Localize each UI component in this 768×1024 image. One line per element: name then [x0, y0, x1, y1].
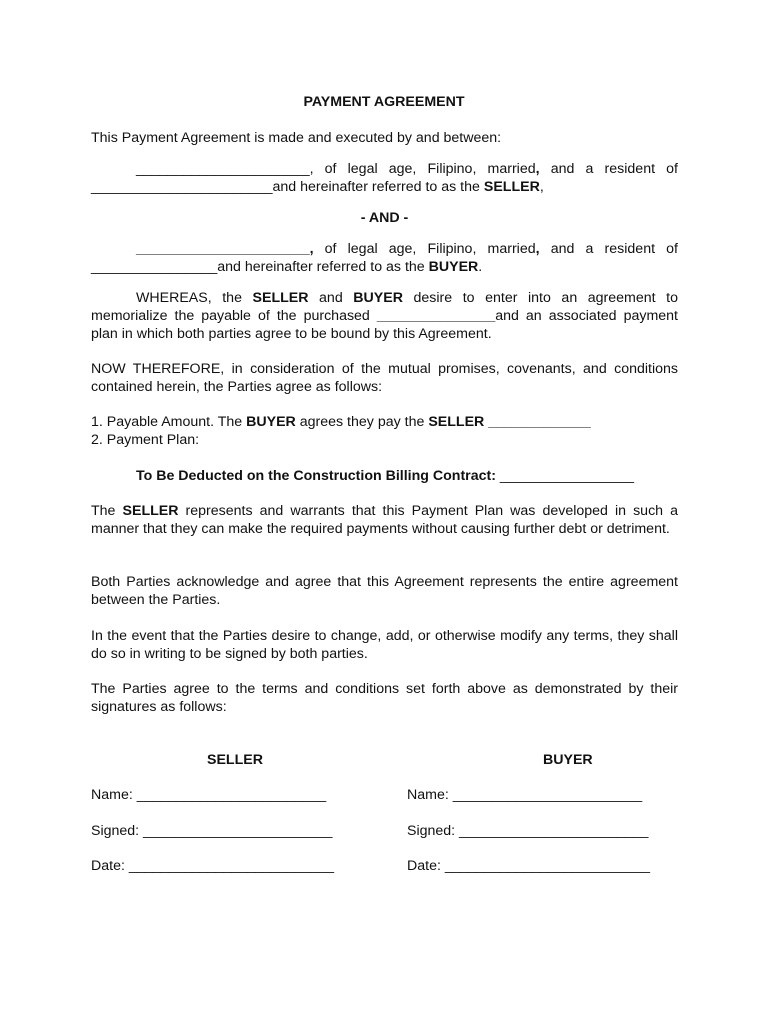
party2-name-blank: ______________________, [136, 241, 314, 257]
whereas-seller: SELLER [252, 290, 309, 306]
seller-date-line: Date: __________________________ [91, 858, 335, 874]
party1-line1 [91, 160, 678, 178]
party2-text2: and a resident of [539, 241, 678, 257]
whereas-blank: _______________ [376, 308, 496, 324]
buyer-signature-heading: BUYER [543, 752, 593, 768]
document-title: PAYMENT AGREEMENT [303, 94, 465, 110]
party1-role: SELLER [483, 179, 540, 195]
deducted-line [91, 467, 678, 485]
signatures-intro-paragraph: The Parties agree to the terms and conditions set forth above as demonstrated by their signatures as follows: [91, 681, 678, 715]
item1-seller: SELLER [428, 414, 485, 430]
whereas-buyer: BUYER [353, 290, 403, 306]
party1-address-blank: _______________________ [91, 179, 273, 195]
intro-paragraph: This Payment Agreement is made and executed by and between: [91, 130, 502, 146]
acknowledge-paragraph: Both Parties acknowledge and agree that this Agreement represents the entire agreement between the Parties. [91, 574, 678, 608]
modify-paragraph: In the event that the Parties desire to change, add, or otherwise modify any terms, they shall do so in writing to be signed by both parties. [91, 628, 678, 662]
whereas-paragraph [91, 289, 678, 343]
party1-text2: and a resident of [539, 161, 678, 177]
deducted-label: To Be Deducted on the Construction Billing Contract: [136, 468, 496, 484]
party1-text1: , of legal age, Filipino, married [309, 161, 536, 177]
party1-name-blank: ______________________ [136, 161, 310, 177]
seller-signature-heading: SELLER [207, 752, 263, 768]
whereas-p1: WHEREAS, the [136, 290, 253, 306]
buyer-name-line: Name: ________________________ [407, 787, 643, 803]
item1-p2: agrees they pay the [295, 414, 429, 430]
party2-text3: and hereinafter referred to as the [217, 259, 429, 275]
party2-text1: of legal age, Filipino, married [313, 241, 536, 257]
buyer-date-line: Date: __________________________ [407, 858, 651, 874]
party2-address-blank: ________________ [91, 259, 218, 275]
party2-comma: , [535, 241, 540, 257]
party1-comma: , [535, 161, 540, 177]
seller-name-line: Name: ________________________ [91, 787, 327, 803]
party2-paragraph [91, 240, 678, 276]
represents-paragraph [91, 502, 678, 538]
represents-p1: The [91, 503, 123, 519]
party1-end: , [539, 179, 544, 195]
item2-payment-plan: 2. Payment Plan: [91, 432, 200, 448]
party2-line1 [91, 240, 678, 258]
represents-p2: represents and warrants that this Payment Plan was developed in such a manner that they can make the required payments without causing further debt or detriment. [91, 503, 679, 537]
whereas-p3: desire to enter into an agreement to memorialize the payable of the purchased [91, 290, 678, 324]
item1-p1: 1. Payable Amount. The [91, 414, 247, 430]
buyer-signed-line: Signed: ________________________ [407, 823, 649, 839]
represents-seller: SELLER [122, 503, 179, 519]
item1-amount-blank: _____________ [484, 414, 591, 430]
party2-line2 [91, 258, 678, 276]
party2-role: BUYER [428, 259, 479, 275]
seller-signed-line: Signed: ________________________ [91, 823, 333, 839]
party1-paragraph [91, 160, 678, 196]
item1-buyer: BUYER [246, 414, 296, 430]
party2-end: . [478, 259, 483, 275]
whereas-p2: and [308, 290, 354, 306]
and-separator: - AND - [360, 210, 409, 226]
party1-text3: and hereinafter referred to as the [272, 179, 484, 195]
deducted-blank: _________________ [495, 468, 635, 484]
party1-line2 [91, 178, 678, 196]
item1-payable-amount [91, 413, 678, 431]
now-therefore-paragraph: NOW THEREFORE, in consideration of the mutual promises, covenants, and conditions contained herein, the Parties agree as follows: [91, 361, 678, 395]
whereas-p4: and an associated payment plan in which both parties agree to be bound by this Agreement. [91, 308, 678, 342]
